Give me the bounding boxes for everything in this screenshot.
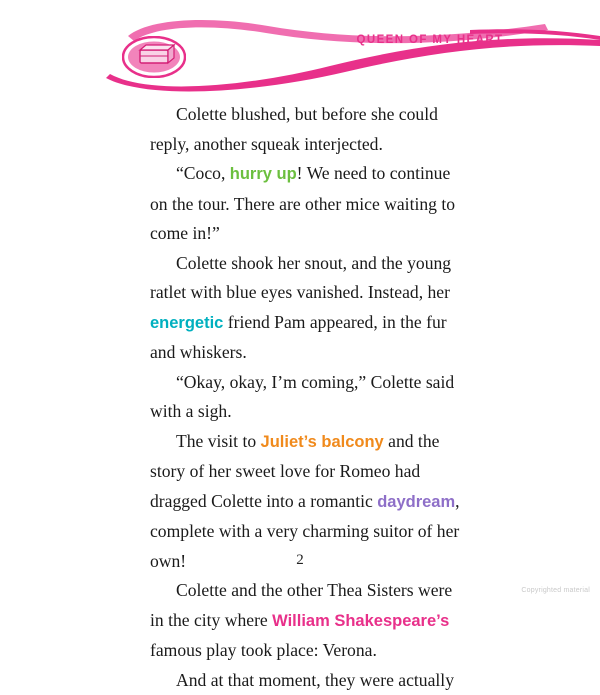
text-run: Colette blushed, but before she could reply, another squeak interjected. — [150, 104, 438, 154]
paragraph — [150, 249, 460, 368]
page-header — [0, 0, 600, 92]
text-run: friend Pam appeared, in the fur and whiskers. — [150, 312, 447, 363]
highlight-word: William Shakespeare’s — [272, 612, 449, 630]
highlight-word: daydream — [377, 493, 455, 511]
running-title: QUEEN OF MY HEART — [330, 34, 530, 46]
text-run: Colette shook her snout, and the young ratlet with blue eyes vanished. Instead, her — [150, 253, 451, 303]
pink-swoosh-ornament — [0, 0, 600, 92]
paragraph — [150, 576, 460, 666]
text-run: “Coco, — [176, 163, 230, 183]
paragraph — [150, 666, 460, 695]
paragraph — [150, 100, 460, 159]
page-number: 2 — [0, 552, 600, 569]
highlight-word: energetic — [150, 314, 223, 332]
text-run: And at that moment, they were actually — [176, 670, 454, 690]
highlight-word: hurry up — [230, 165, 297, 183]
copyright-watermark: Copyrighted material — [521, 587, 590, 594]
text-run: “Okay, okay, I’m coming,” Colette said with a sigh. — [150, 372, 454, 422]
paragraph — [150, 368, 460, 427]
page-body — [150, 100, 460, 695]
text-run: ! We need to continue on the tour. There are other mice waiting to come in!” — [150, 163, 455, 243]
text-run: Colette and the other Thea Sisters were in the city where — [150, 580, 452, 630]
text-run: The visit to — [176, 431, 261, 451]
text-run: , complete with a very charming suitor of her own! — [150, 491, 460, 571]
text-run: and the story of her sweet love for Romeo had dragged Colette into a romantic — [150, 431, 439, 511]
highlight-word: Juliet’s balcony — [261, 433, 384, 451]
text-run: famous play took place: Verona. — [150, 640, 377, 660]
book-badge-icon — [122, 36, 186, 78]
paragraph — [150, 159, 460, 249]
